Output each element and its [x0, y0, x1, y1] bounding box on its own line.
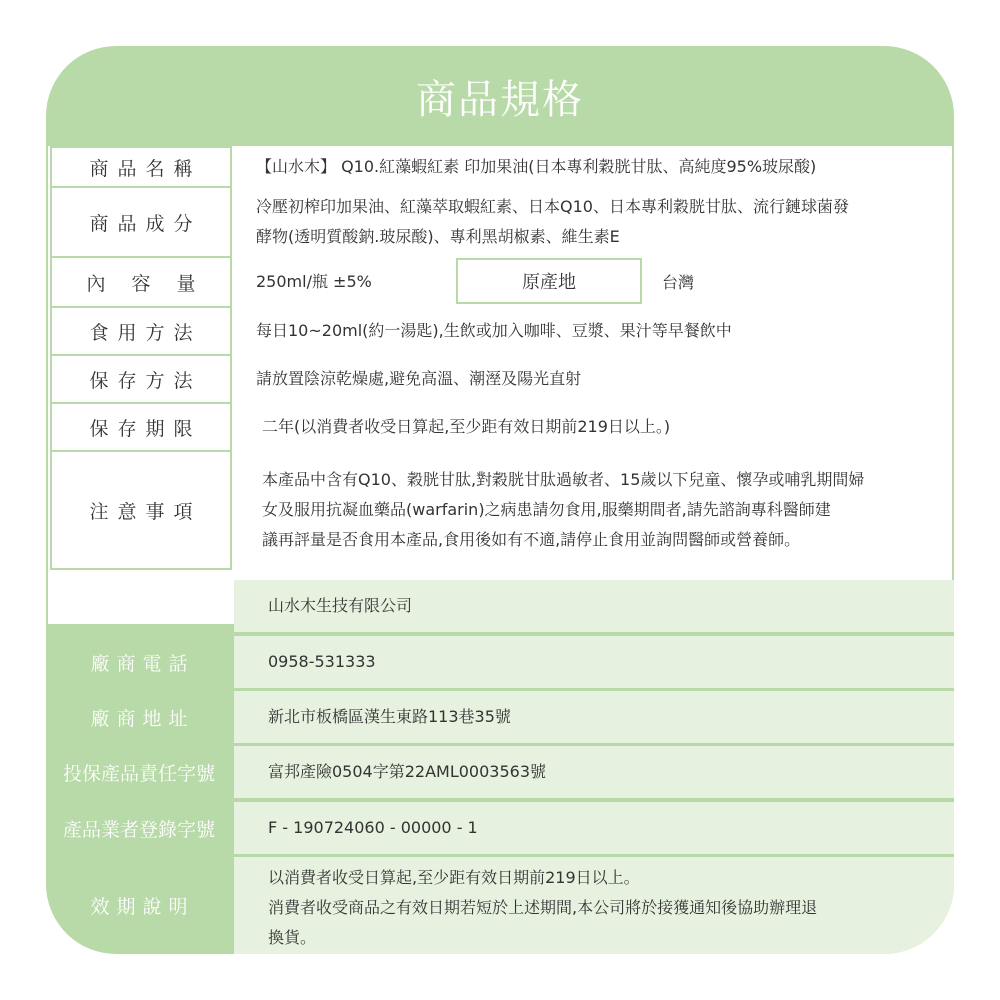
- company-value: 以消費者收受日算起,至少距有效日期前219日以上。 消費者收受商品之有效日期若短於上述期間,本公司將於接獲通知後協助辦理退 換貨。: [234, 857, 954, 954]
- spec-card: [46, 46, 954, 954]
- spec-label: 內容量: [50, 256, 232, 308]
- company-row-validity: [46, 857, 954, 954]
- origin-value: 台灣: [662, 272, 695, 292]
- spec-label: 注意事項: [50, 450, 232, 570]
- spec-value: 250ml/瓶 ±5%: [256, 272, 372, 291]
- spec-value: 【山水木】 Q10.紅藻蝦紅素 印加果油(日本專利穀胱甘肽、高純度95%玻尿酸): [256, 157, 817, 176]
- spec-label: 保存方法: [50, 354, 232, 404]
- spec-value: 二年(以消費者收受日算起,至少距有效日期前219日以上。): [262, 417, 671, 436]
- page-title: 商品規格: [416, 76, 584, 123]
- spec-value: 請放置陰涼乾燥處,避免高溫、潮溼及陽光直射: [256, 369, 582, 388]
- spec-value: 本產品中含有Q10、穀胱甘肽,對穀胱甘肽過敏者、15歲以下兒童、懷孕或哺乳期間婦 女及服用抗凝血藥品(warfarin)之病患請勿食用,服藥期間者,請先諮詢專科醫師建 議再評量是否食用本產品,食用後如有不適,請停止食用並詢問醫師或營養師。: [262, 470, 865, 549]
- spec-label: 商品成分: [50, 186, 232, 258]
- spec-row-storage: [48, 354, 952, 404]
- company-label: 廠商名稱: [90, 596, 195, 619]
- spec-table: [48, 146, 952, 624]
- company-label: 廠商地址: [90, 707, 195, 730]
- spec-value: 冷壓初榨印加果油、紅藻萃取蝦紅素、日本Q10、日本專利穀胱甘肽、流行鏈球菌發 酵物(透明質酸鈉.玻尿酸)、專利黑胡椒素、維生素E: [256, 197, 849, 246]
- company-row-registration: [46, 802, 954, 854]
- spec-label: 保存期限: [50, 402, 232, 452]
- spec-row-content: [48, 256, 952, 308]
- company-value: 新北市板橋區漢生東路113巷35號: [234, 691, 954, 743]
- spec-label: 食用方法: [50, 306, 232, 356]
- spec-label: 商品名稱: [50, 146, 232, 188]
- spec-row-usage: [48, 306, 952, 356]
- spec-row-product-name: [48, 146, 952, 188]
- company-value: 山水木生技有限公司: [234, 580, 954, 632]
- company-label: 廠商電話: [90, 652, 195, 675]
- spec-value: 每日10~20ml(約一湯匙),生飲或加入咖啡、豆漿、果汁等早餐飲中: [256, 321, 732, 340]
- spec-row-notice: [48, 450, 952, 570]
- origin-label: 原產地: [456, 258, 642, 304]
- company-label: 投保產品責任字號: [62, 762, 215, 785]
- company-value: F - 190724060 - 00000 - 1: [234, 802, 954, 854]
- spec-row-shelf-life: [48, 402, 952, 452]
- spec-row-ingredients: [48, 186, 952, 258]
- company-row-insurance: [46, 746, 954, 798]
- company-value: 富邦產險0504字第22AML0003563號: [234, 746, 954, 798]
- company-row-address: [46, 691, 954, 743]
- company-label: 效期說明: [90, 896, 195, 918]
- company-row-phone: [46, 636, 954, 688]
- company-value: 0958-531333: [234, 636, 954, 688]
- company-label: 產品業者登錄字號: [62, 818, 215, 841]
- company-row-name: [46, 580, 954, 632]
